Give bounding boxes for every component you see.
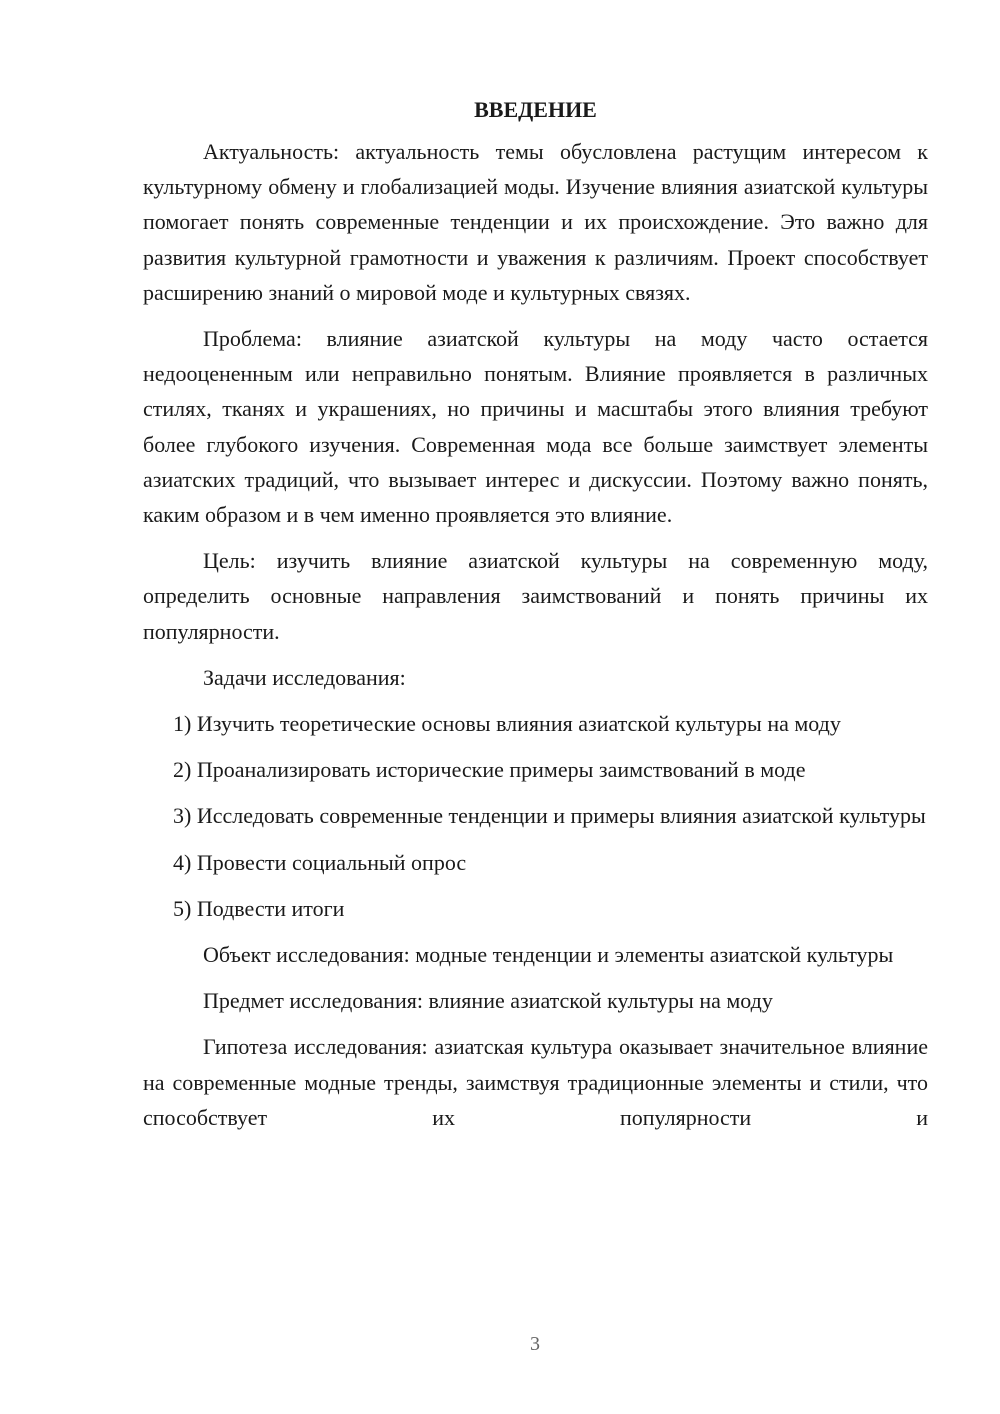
task-item-4: 4) Провести социальный опрос [173, 849, 467, 875]
task-item-2: 2) Проанализировать исторические примеры заимствований в моде [173, 757, 806, 783]
task-item-3: 3) Исследовать современные тенденции и примеры влияния азиатской культуры [173, 803, 926, 829]
page-content [143, 92, 928, 1146]
problem-paragraph: Проблема: влияние азиатской культуры на моду часто остается недооцененным или неправильно понятым. Влияние проявляется в различных стилях, тканях и украшениях, но причины и масштабы этого влияния требуют более глубокого изучения. Современная мода все больше заимствует элементы азиатских традиций, что вызывает интерес и дискуссии. Поэтому важно понять, каким образом и в чем именно проявляется это влияние. [143, 326, 928, 528]
relevance-paragraph: Актуальность: актуальность темы обусловлена растущим интересом к культурному обмену и глобализацией моды. Изучение влияния азиатской культуры помогает понять современные тенденции и их происхождение. Это важно для развития культурной грамотности и уважения к различиям. Проект способствует расширению знаний о мировой моде и культурных связях. [143, 139, 928, 305]
task-item-5: 5) Подвести итоги [173, 895, 345, 921]
subject-paragraph: Предмет исследования: влияние азиатской культуры на моду [203, 988, 773, 1014]
hypothesis-paragraph: Гипотеза исследования: азиатская культура оказывает значительное влияние на современные модные тренды, заимствуя традиционные элементы и стили, что способствует их популярности и [143, 1034, 928, 1130]
tasks-heading: Задачи исследования: [203, 664, 406, 690]
task-item-1: 1) Изучить теоретические основы влияния азиатской культуры на моду [173, 711, 841, 737]
page-number: 3 [530, 1333, 540, 1355]
section-heading: ВВЕДЕНИЕ [474, 97, 597, 122]
object-paragraph: Объект исследования: модные тенденции и элементы азиатской культуры [203, 942, 894, 968]
goal-paragraph: Цель: изучить влияние азиатской культуры на современную моду, определить основные направления заимствований и понять причины их популярности. [143, 548, 928, 644]
